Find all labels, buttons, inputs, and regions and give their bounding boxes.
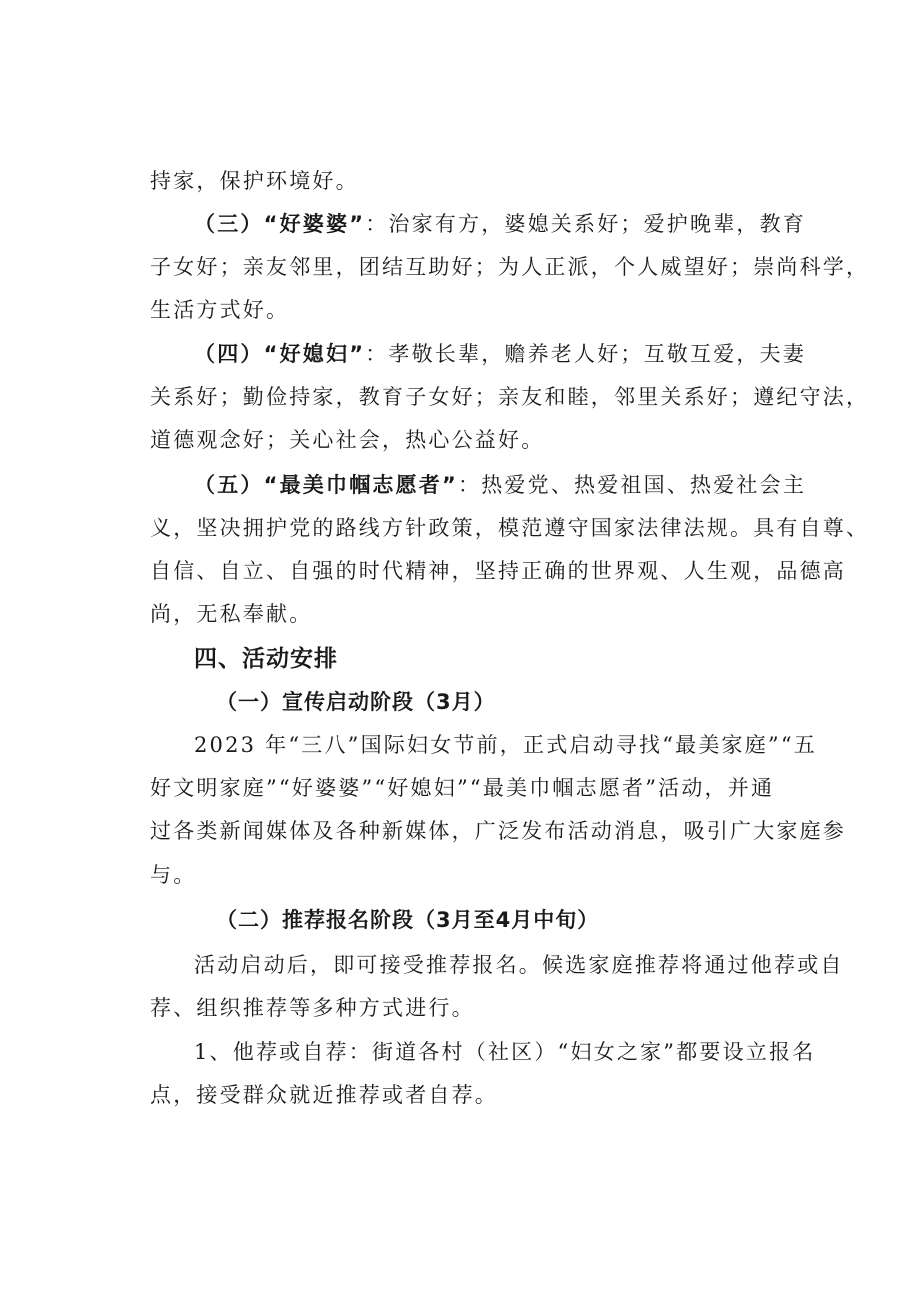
paragraph-line: 与。 xyxy=(150,863,197,887)
item-text: ：孝敬长辈，赡养老人好；互敬互爱，夫妻 xyxy=(365,342,807,366)
paragraph-line: 2023 年“三八”国际妇女节前，正式启动寻找“最美家庭”“五 xyxy=(194,733,817,757)
paragraph-line xyxy=(194,339,874,369)
paragraph-line: 关系好；勤俭持家，教育子女好；亲友和睦，邻里关系好；遵纪守法， xyxy=(150,385,870,409)
subsection-heading: （二）推荐报名阶段（3月至4月中旬） xyxy=(216,908,600,932)
paragraph-line: 生活方式好。 xyxy=(150,298,290,322)
subsection-heading: （一）宣传启动阶段（3月） xyxy=(216,690,496,714)
item-label: （五）“最美巾帼志愿者” xyxy=(194,473,459,497)
paragraph-line: 子女好；亲友邻里，团结互助好；为人正派，个人威望好；崇尚科学， xyxy=(150,255,870,279)
item-label: （四）“好媳妇” xyxy=(194,342,366,366)
paragraph-line: 持家，保护环境好。 xyxy=(150,169,359,193)
paragraph-line: 点，接受群众就近推荐或者自荐。 xyxy=(150,1083,498,1107)
paragraph-line: 过各类新闻媒体及各种新媒体，广泛发布活动消息，吸引广大家庭参 xyxy=(150,819,846,843)
item-text: ：治家有方，婆媳关系好；爱护晚辈，教育 xyxy=(365,212,807,236)
paragraph-line: 好文明家庭”“好婆婆”“好媳妇”“最美巾帼志愿者”活动，并通 xyxy=(150,776,775,800)
item-label: （三）“好婆婆” xyxy=(194,212,366,236)
paragraph-line: 义，坚决拥护党的路线方针政策，模范遵守国家法律法规。具有自尊、 xyxy=(150,516,870,540)
paragraph-line: 道德观念好；关心社会，热心公益好。 xyxy=(150,428,545,452)
paragraph-line xyxy=(194,470,874,500)
section-heading: 四、活动安排 xyxy=(194,646,338,672)
item-text: ：热爱党、热爱祖国、热爱社会主 xyxy=(458,473,807,497)
paragraph-line: 尚，无私奉献。 xyxy=(150,602,313,626)
paragraph-line: 自信、自立、自强的时代精神，坚持正确的世界观、人生观，品德高 xyxy=(150,559,846,583)
paragraph-line: 活动启动后，即可接受推荐报名。候选家庭推荐将通过他荐或自 xyxy=(194,953,844,977)
paragraph-line xyxy=(194,209,874,239)
paragraph-line: 荐、组织推荐等多种方式进行。 xyxy=(150,996,475,1020)
paragraph-line: 1、他荐或自荐：街道各村（社区）“妇女之家”都要设立报名 xyxy=(194,1040,816,1064)
